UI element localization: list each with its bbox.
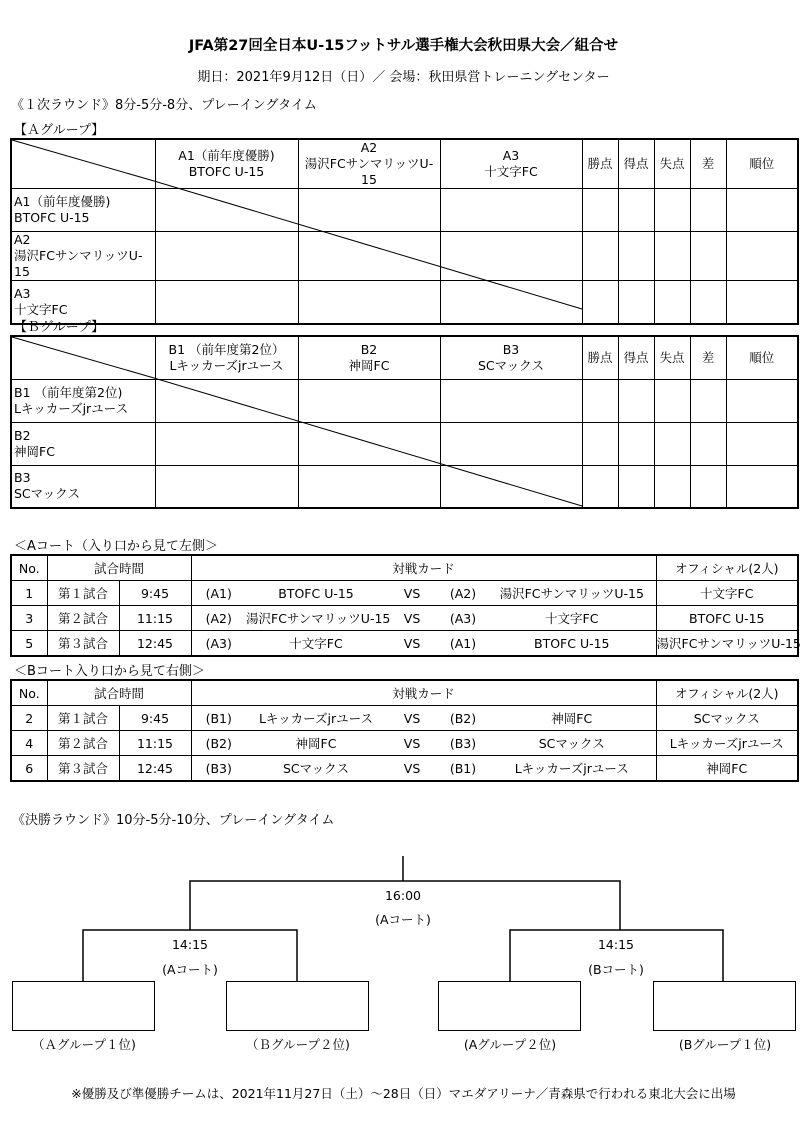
match-time: 11:15 [119, 606, 191, 631]
court-a-header-no: No. [11, 555, 47, 581]
slot-box-b2 [226, 981, 369, 1031]
slot-box-b1 [653, 981, 796, 1031]
match-game: 第３試合 [47, 631, 119, 657]
semi2-time: 14:15 [597, 937, 635, 952]
match-team2: SCマックス [488, 731, 656, 756]
match-time: 9:45 [119, 581, 191, 606]
match-team1: BTOFC U-15 [246, 581, 386, 606]
group-b-row-b3: B3 SCマックス [11, 465, 155, 508]
match-game: 第２試合 [47, 731, 119, 756]
group-b-row-b1: B1 （前年度第2位) Lキッカーズjrユース [11, 379, 155, 422]
match-game: 第１試合 [47, 706, 119, 731]
match-time: 12:45 [119, 756, 191, 782]
group-a-stat-rank: 順位 [726, 139, 798, 189]
match-no: 4 [11, 731, 47, 756]
match-code1: (A1) [191, 581, 246, 606]
match-team2: 湯沢FCサンマリッツU-15 [488, 581, 656, 606]
court-b-header-official: オフィシャル(2人) [656, 680, 798, 706]
group-b-col-b3: B3 SCマックス [440, 336, 582, 379]
match-team1: 十文字FC [246, 631, 386, 657]
group-a-row-a3: A3 十文字FC [11, 281, 155, 324]
group-a-stat-diff: 差 [690, 139, 726, 189]
slot-box-a1 [12, 981, 155, 1031]
match-code1: (B3) [191, 756, 246, 782]
match-time: 12:45 [119, 631, 191, 657]
match-game: 第１試合 [47, 581, 119, 606]
match-code2: (A2) [438, 581, 488, 606]
group-a-col-a1: A1（前年度優勝) BTOFC U-15 [155, 139, 298, 189]
match-code2: (B1) [438, 756, 488, 782]
semi1-court: (Aコート) [162, 962, 218, 977]
group-a-stat-points: 勝点 [582, 139, 618, 189]
match-vs: VS [386, 581, 438, 606]
match-code1: (A2) [191, 606, 246, 631]
match-team1: SCマックス [246, 756, 386, 782]
group-a-label: 【Ａグループ】 [14, 123, 105, 138]
group-b-stat-rank: 順位 [726, 336, 798, 379]
final-court: (Aコート) [375, 912, 431, 927]
match-no: 1 [11, 581, 47, 606]
group-b-col-b2: B2 神岡FC [298, 336, 440, 379]
match-vs: VS [386, 731, 438, 756]
match-code2: (A1) [438, 631, 488, 657]
semi2-court: (Bコート) [588, 962, 644, 977]
group-a-stat-goals-against: 失点 [654, 139, 690, 189]
match-vs: VS [386, 606, 438, 631]
match-team2: Lキッカーズjrユース [488, 756, 656, 782]
match-no: 6 [11, 756, 47, 782]
group-b-stat-points: 勝点 [582, 336, 618, 379]
footnote: ※優勝及び準優勝チームは、2021年11月27日（土）～28日（日）マエダアリーナ／青森県で行われる東北大会に出場 [71, 1086, 736, 1101]
match-no: 3 [11, 606, 47, 631]
match-team1: 湯沢FCサンマリッツU-15 [246, 606, 386, 631]
match-code2: (B2) [438, 706, 488, 731]
event-date-venue: 期日：2021年9月12日（日）／ 会場：秋田県営トレーニングセンター [197, 70, 610, 85]
court-b-label: ＜Bコート入り口から見て右側＞ [14, 664, 205, 679]
group-b-row-b2: B2 神岡FC [11, 422, 155, 465]
court-b-header-card: 対戦カード [191, 680, 656, 706]
match-team2: 十文字FC [488, 606, 656, 631]
group-b-stat-goals-for: 得点 [618, 336, 654, 379]
finals-label: 《決勝ラウンド》10分-5分-10分、プレーイングタイム [12, 813, 335, 828]
slot-label-b1: (Bグループ１位) [678, 1037, 772, 1052]
match-vs: VS [386, 756, 438, 782]
match-official: Lキッカーズjrユース [656, 731, 798, 756]
group-b-col-b1: B1 （前年度第2位） Lキッカーズjrユース [155, 336, 298, 379]
slot-label-a1: （Ａグループ１位) [32, 1037, 136, 1052]
final-time: 16:00 [384, 888, 422, 903]
match-vs: VS [386, 706, 438, 731]
group-a-row-a2: A2 湯沢FCサンマリッツU-15 [11, 232, 155, 281]
match-game: 第２試合 [47, 606, 119, 631]
match-no: 2 [11, 706, 47, 731]
match-code1: (A3) [191, 631, 246, 657]
semi1-time: 14:15 [171, 937, 209, 952]
court-b-header-time: 試合時間 [47, 680, 191, 706]
court-a-header-time: 試合時間 [47, 555, 191, 581]
match-official: 神岡FC [656, 756, 798, 782]
match-team2: BTOFC U-15 [488, 631, 656, 657]
court-a-header-card: 対戦カード [191, 555, 656, 581]
match-official: BTOFC U-15 [656, 606, 798, 631]
group-a-col-a3: A3 十文字FC [440, 139, 582, 189]
match-code2: (A3) [438, 606, 488, 631]
match-team1: Lキッカーズjrユース [246, 706, 386, 731]
match-code2: (B3) [438, 731, 488, 756]
court-a-header-official: オフィシャル(2人) [656, 555, 798, 581]
slot-label-b2: （Ｂグループ２位) [246, 1037, 350, 1052]
group-b-stat-diff: 差 [690, 336, 726, 379]
group-b-label: 【Ｂグループ】 [14, 320, 105, 335]
slot-box-a2 [438, 981, 581, 1031]
match-official: 十文字FC [656, 581, 798, 606]
match-team1: 神岡FC [246, 731, 386, 756]
round1-label: 《１次ラウンド》8分-5分-8分、プレーイングタイム [11, 98, 317, 113]
slot-label-a2: (Aグループ２位) [463, 1037, 557, 1052]
match-official: 湯沢FCサンマリッツU-15 [656, 631, 798, 657]
match-time: 11:15 [119, 731, 191, 756]
match-vs: VS [386, 631, 438, 657]
group-a-row-a1: A1（前年度優勝) BTOFC U-15 [11, 189, 155, 232]
match-official: SCマックス [656, 706, 798, 731]
match-no: 5 [11, 631, 47, 657]
court-a-label: ＜Aコート（入り口から見て左側＞ [14, 539, 218, 554]
match-game: 第３試合 [47, 756, 119, 782]
match-code1: (B2) [191, 731, 246, 756]
group-b-stat-goals-against: 失点 [654, 336, 690, 379]
group-a-stat-goals-for: 得点 [618, 139, 654, 189]
match-time: 9:45 [119, 706, 191, 731]
page-title: JFA第27回全日本U-15フットサル選手権大会秋田県大会／組合せ [188, 38, 619, 54]
court-b-header-no: No. [11, 680, 47, 706]
match-team2: 神岡FC [488, 706, 656, 731]
match-code1: (B1) [191, 706, 246, 731]
group-a-col-a2: A2 湯沢FCサンマリッツU-15 [298, 139, 440, 189]
